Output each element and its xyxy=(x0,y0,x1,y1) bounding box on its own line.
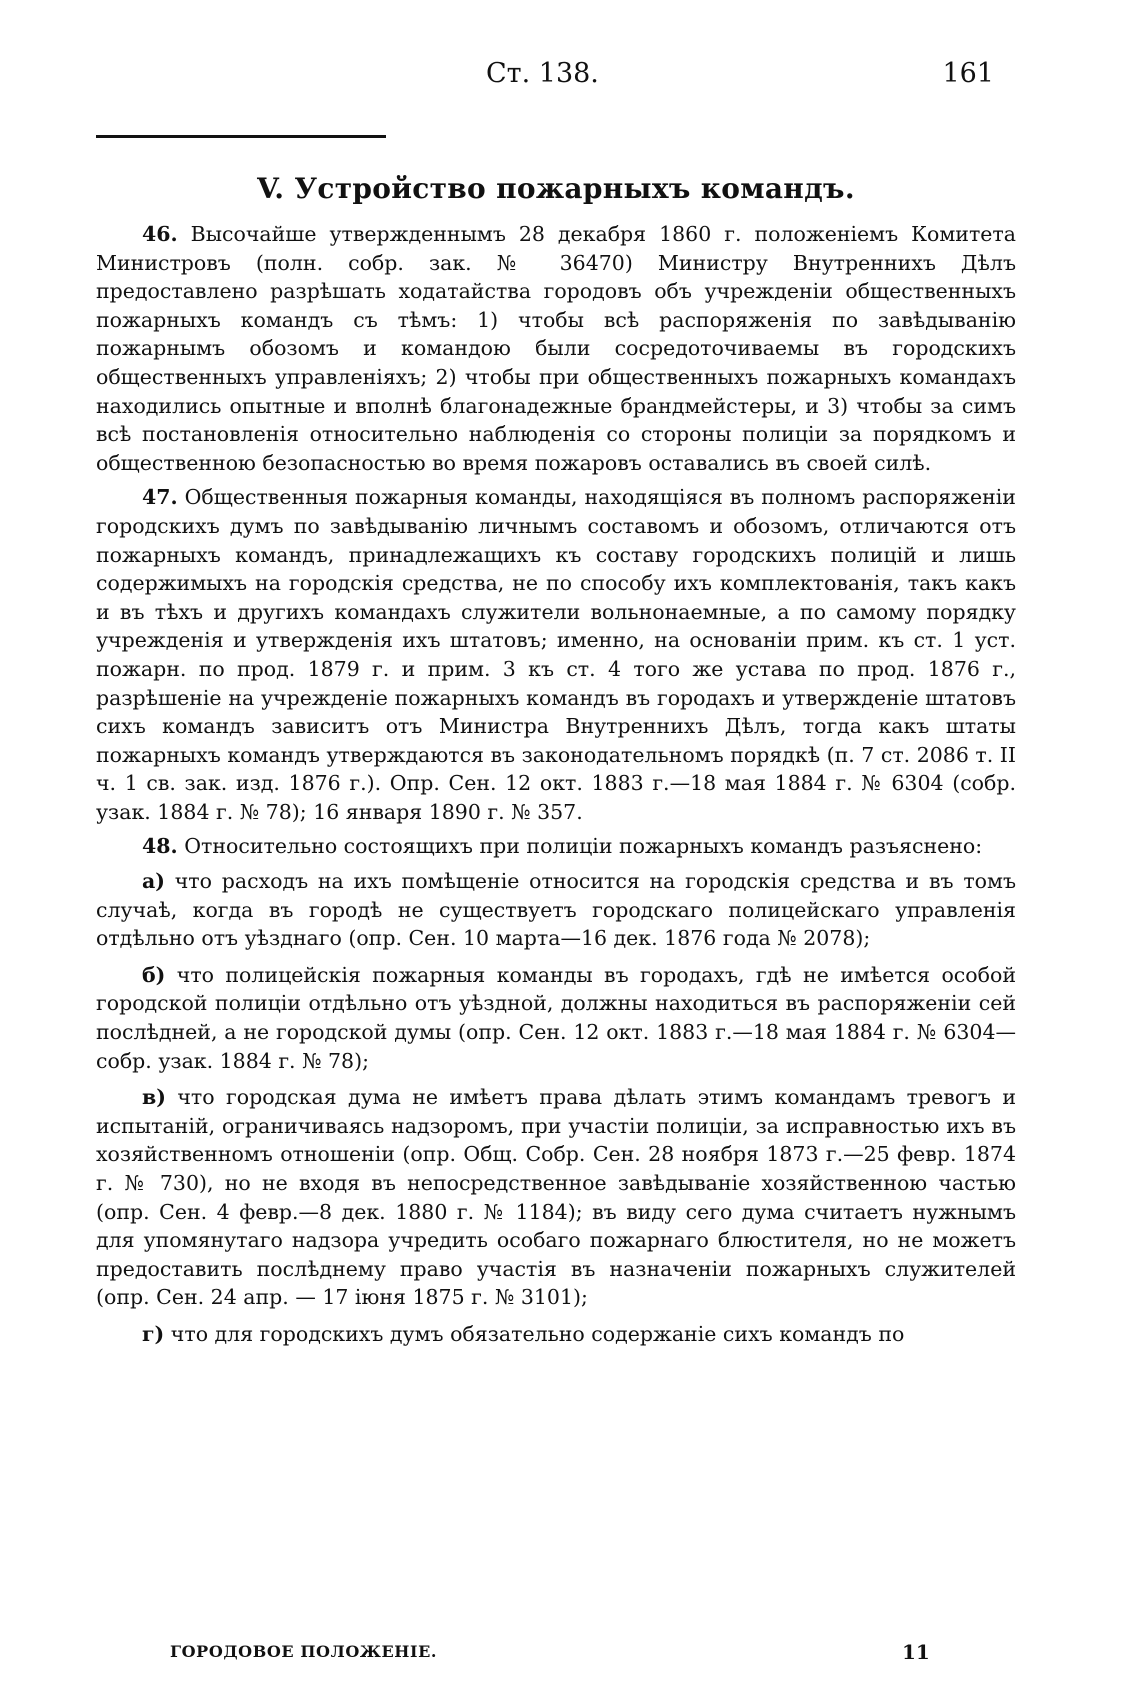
divider-rule xyxy=(96,135,386,138)
paragraph-text: Относительно состоящихъ при полиціи пожарныхъ командъ разъяснено: xyxy=(184,834,983,859)
paragraph-47 xyxy=(96,483,1016,826)
paragraph-number: 47. xyxy=(142,485,178,510)
body-text xyxy=(96,220,1016,1357)
paragraph-number: 46. xyxy=(142,222,178,246)
subitem-g xyxy=(96,1320,1016,1349)
article-reference: Ст. 138. xyxy=(486,58,599,89)
subitem-text: что городская дума не имѣетъ права дѣлать этимъ командамъ тревогъ и испытаній, ограничиваясь надзоромъ, при участіи полиціи, за исправностью ихъ въ хозяйственномъ отношеніи (опр. Общ. Собр. Сен. 28 ноября 1873 г.—25 февр. 1874 г. № 730), но не входя въ непосредственное завѣдываніе хозяйственною частью (опр. Сен. 4 февр.—8 дек. 1880 г. № 1184); въ виду сего дума считаетъ нужнымъ для упомянутаго надзора учредить особаго пожарнаго блюстителя, но не можетъ предоставить послѣднему право участія въ назначеніи пожарныхъ служителей (опр. Сен. 24 апр. — 17 іюня 1875 г. № 3101); xyxy=(96,1085,1016,1310)
subitem-letter: в) xyxy=(142,1085,166,1110)
subitem-text: что для городскихъ думъ обязательно содержаніе сихъ командъ по xyxy=(170,1321,905,1346)
subitem-a xyxy=(96,867,1016,953)
subitem-v xyxy=(96,1083,1016,1312)
subitem-letter: а) xyxy=(142,869,165,894)
subitem-b xyxy=(96,961,1016,1075)
page-footer xyxy=(170,1642,950,1670)
paragraph-46 xyxy=(96,220,1016,477)
page-header xyxy=(96,58,1016,98)
page-number: 161 xyxy=(942,58,994,89)
subitem-text: что полицейскія пожарныя команды въ городахъ, гдѣ не имѣется особой городской полиціи отдѣльно отъ уѣздной, должны находиться въ распоряженіи сей послѣдней, а не городской думы (опр. Сен. 12 окт. 1883 г.—18 мая 1884 г. № 6304—собр. узак. 1884 г. № 78); xyxy=(96,962,1016,1073)
paragraph-text: Высочайше утвержденнымъ 28 декабря 1860 г. положеніемъ Комитета Министровъ (полн. собр. зак. № 36470) Министру Внутреннихъ Дѣлъ предоставлено разрѣшать ходатайства городовъ объ учрежденіи общественныхъ пожарныхъ командъ съ тѣмъ: 1) чтобы всѣ распоряженія по завѣдыванію пожарнымъ обозомъ и командою были сосредоточиваемы въ городскихъ общественныхъ управленіяхъ; 2) чтобы при общественныхъ пожарныхъ командахъ находились опытные и вполнѣ благонадежные брандмейстеры, и 3) чтобы за симъ всѣ постановленія относительно наблюденія со стороны полиціи за порядкомъ и общественною безопасностью во время пожаровъ оставались въ своей силѣ. xyxy=(96,222,1016,475)
section-title: V. Устройство пожарныхъ командъ. xyxy=(257,172,855,205)
paragraph-text: Общественныя пожарныя команды, находящіяся въ полномъ распоряженіи городскихъ думъ по завѣдыванію личнымъ составомъ и обозомъ, отличаются отъ пожарныхъ командъ, принадлежащихъ къ составу городскихъ полицій и лишь содержимыхъ на городскія средства, не по способу ихъ комплектованія, такъ какъ и въ тѣхъ и другихъ командахъ служители вольнонаемные, а по самому порядку учрежденія и утвержденія ихъ штатовъ; именно, на основаніи прим. къ ст. 1 уст. пожарн. по прод. 1879 г. и прим. 3 къ ст. 4 того же устава по прод. 1876 г., разрѣшеніе на учрежденіе пожарныхъ командъ въ городахъ и утвержденіе штатовъ сихъ командъ зависитъ отъ Министра Внутреннихъ Дѣлъ, тогда какъ штаты пожарныхъ командъ утверждаются въ законодательномъ порядкѣ (п. 7 ст. 2086 т. II ч. 1 св. зак. изд. 1876 г.). Опр. Сен. 12 окт. 1883 г.—18 мая 1884 г. № 6304 (собр. узак. 1884 г. № 78); 16 января 1890 г. № 357. xyxy=(96,485,1016,824)
signature-title: ГОРОДОВОЕ ПОЛОЖЕНІЕ. xyxy=(170,1642,438,1661)
subitem-text: что расходъ на ихъ помѣщеніе относится на городскія средства и въ томъ случаѣ, когда въ городѣ не существуетъ городскаго полицейскаго управленія отдѣльно отъ уѣзднаго (опр. Сен. 10 марта—16 дек. 1876 года № 2078); xyxy=(96,869,1016,951)
subitem-letter: г) xyxy=(142,1321,165,1346)
subitem-letter: б) xyxy=(142,962,166,987)
paragraph-48 xyxy=(96,832,1016,861)
signature-number: 11 xyxy=(902,1640,930,1664)
paragraph-number: 48. xyxy=(142,834,178,859)
